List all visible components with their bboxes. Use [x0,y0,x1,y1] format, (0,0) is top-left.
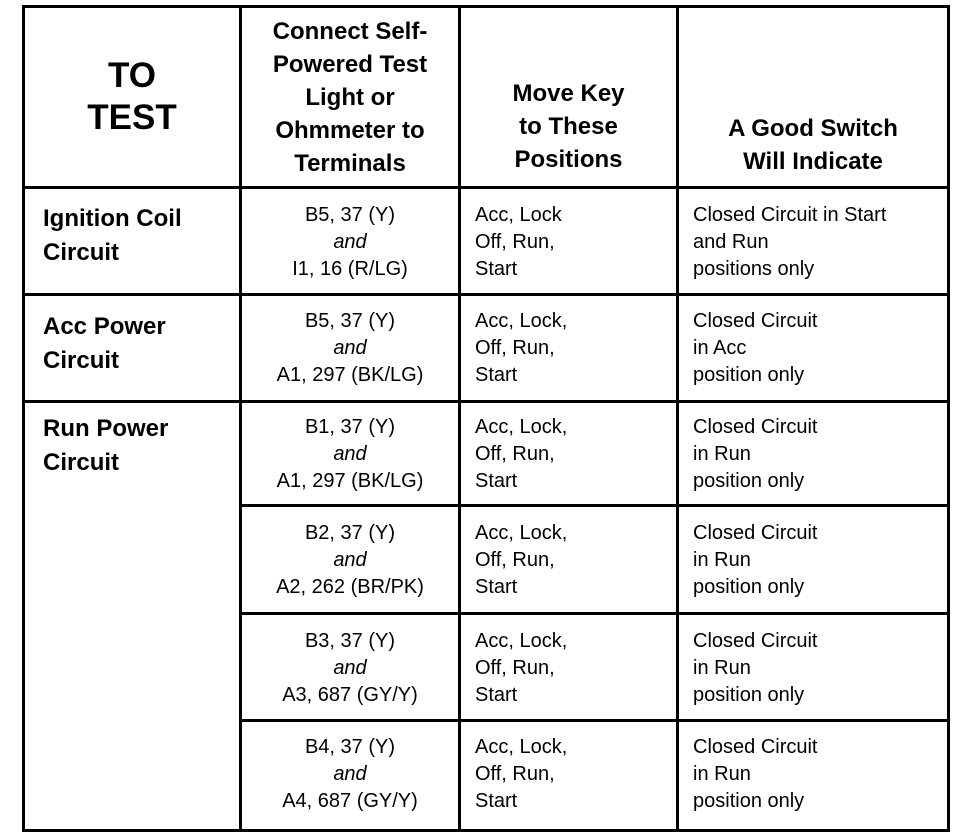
positions-cell [461,202,676,283]
header-connect-line: Light or [305,83,395,111]
position-line: Acc, Lock [475,204,562,226]
header-move-key-line: Positions [514,146,623,173]
indicate-line: Closed Circuit [693,736,818,758]
header-move-key-line: Move Key [512,80,625,107]
terminal-b: A1, 297 (BK/LG) [276,470,424,492]
header-good-switch-line: A Good Switch [728,115,898,142]
position-line: Acc, Lock, [475,416,568,438]
position-line: Start [475,364,518,386]
indicate-line: Closed Circuit [693,310,818,332]
indicate-line: and Run [693,231,769,253]
positions-cell [461,628,676,709]
table-border-right [947,5,950,832]
position-line: Acc, Lock, [475,736,568,758]
terminal-a: B4, 37 (Y) [304,736,396,758]
and-label: and [333,763,367,785]
header-connect-line: Terminals [294,149,406,177]
header-connect-line: Powered Test [272,50,428,78]
position-line: Acc, Lock, [475,310,568,332]
header-connect-line: Connect Self- [272,17,428,45]
circuit-label-line: Ignition Coil [43,205,182,232]
indicate-cell [679,414,947,495]
terminal-a: B5, 37 (Y) [304,204,396,226]
row-divider-5 [239,719,950,722]
circuit-label-line: Circuit [43,449,120,476]
header-connect [242,8,458,186]
row-divider-4 [239,612,950,615]
indicate-line: in Run [693,657,751,679]
indicate-line: position only [693,470,805,492]
indicate-line: positions only [693,258,815,280]
terminal-a: B5, 37 (Y) [304,310,396,332]
header-to-test [25,8,239,186]
indicate-cell [679,520,947,601]
header-move-key [461,8,676,186]
indicate-cell [679,308,947,389]
position-line: Start [475,576,518,598]
table-border-bottom [22,829,950,832]
terminals-cell [242,628,458,709]
terminals-cell [242,414,458,495]
circuit-label-line: Circuit [43,347,120,374]
indicate-cell [679,734,947,815]
circuit-label-ignition-coil [25,202,239,270]
circuit-label-line: Run Power [43,415,169,442]
indicate-line: position only [693,684,805,706]
indicate-line: Closed Circuit [693,416,818,438]
terminal-b: A3, 687 (GY/Y) [282,684,418,706]
circuit-label-line: Circuit [43,239,120,266]
indicate-line: position only [693,576,805,598]
and-label: and [333,443,367,465]
terminal-b: A4, 687 (GY/Y) [282,790,418,812]
position-line: Acc, Lock, [475,522,568,544]
terminal-b: A1, 297 (BK/LG) [276,364,424,386]
and-label: and [333,337,367,359]
indicate-line: Closed Circuit [693,522,818,544]
positions-cell [461,414,676,495]
header-connect-line: Ohmmeter to [275,116,425,144]
position-line: Off, Run, [475,443,555,465]
indicate-line: in Run [693,443,751,465]
indicate-line: in Run [693,549,751,571]
indicate-line: in Acc [693,337,747,359]
terminals-cell [242,202,458,283]
terminal-b: A2, 262 (BR/PK) [276,576,424,598]
positions-cell [461,308,676,389]
row-divider-2 [22,400,950,403]
position-line: Off, Run, [475,337,555,359]
and-label: and [333,231,367,253]
indicate-line: Closed Circuit in Start [693,204,887,226]
indicate-line: in Run [693,763,751,785]
indicate-line: position only [693,790,805,812]
header-to-test-line: TEST [87,98,177,137]
terminals-cell [242,308,458,389]
position-line: Off, Run, [475,549,555,571]
header-move-key-line: to These [519,113,618,140]
positions-cell [461,734,676,815]
position-line: Off, Run, [475,763,555,785]
position-line: Start [475,258,518,280]
indicate-line: Closed Circuit [693,630,818,652]
indicate-line: position only [693,364,805,386]
header-good-switch [679,8,947,186]
position-line: Start [475,684,518,706]
row-divider-3 [239,504,950,507]
and-label: and [333,549,367,571]
terminal-a: B3, 37 (Y) [304,630,396,652]
position-line: Off, Run, [475,231,555,253]
position-line: Start [475,470,518,492]
indicate-cell [679,628,947,709]
terminal-a: B2, 37 (Y) [304,522,396,544]
header-good-switch-line: Will Indicate [743,148,883,175]
row-divider-1 [22,293,950,296]
circuit-label-acc-power [25,310,239,378]
and-label: and [333,657,367,679]
circuit-label-run-power [25,412,239,480]
terminals-cell [242,520,458,601]
terminals-cell [242,734,458,815]
circuit-label-line: Acc Power [43,313,166,340]
position-line: Start [475,790,518,812]
terminal-a: B1, 37 (Y) [304,416,396,438]
header-to-test-line: TO [108,56,156,95]
indicate-cell [679,202,947,283]
positions-cell [461,520,676,601]
terminal-b: I1, 16 (R/LG) [292,258,408,280]
position-line: Acc, Lock, [475,630,568,652]
header-divider [22,186,950,189]
position-line: Off, Run, [475,657,555,679]
